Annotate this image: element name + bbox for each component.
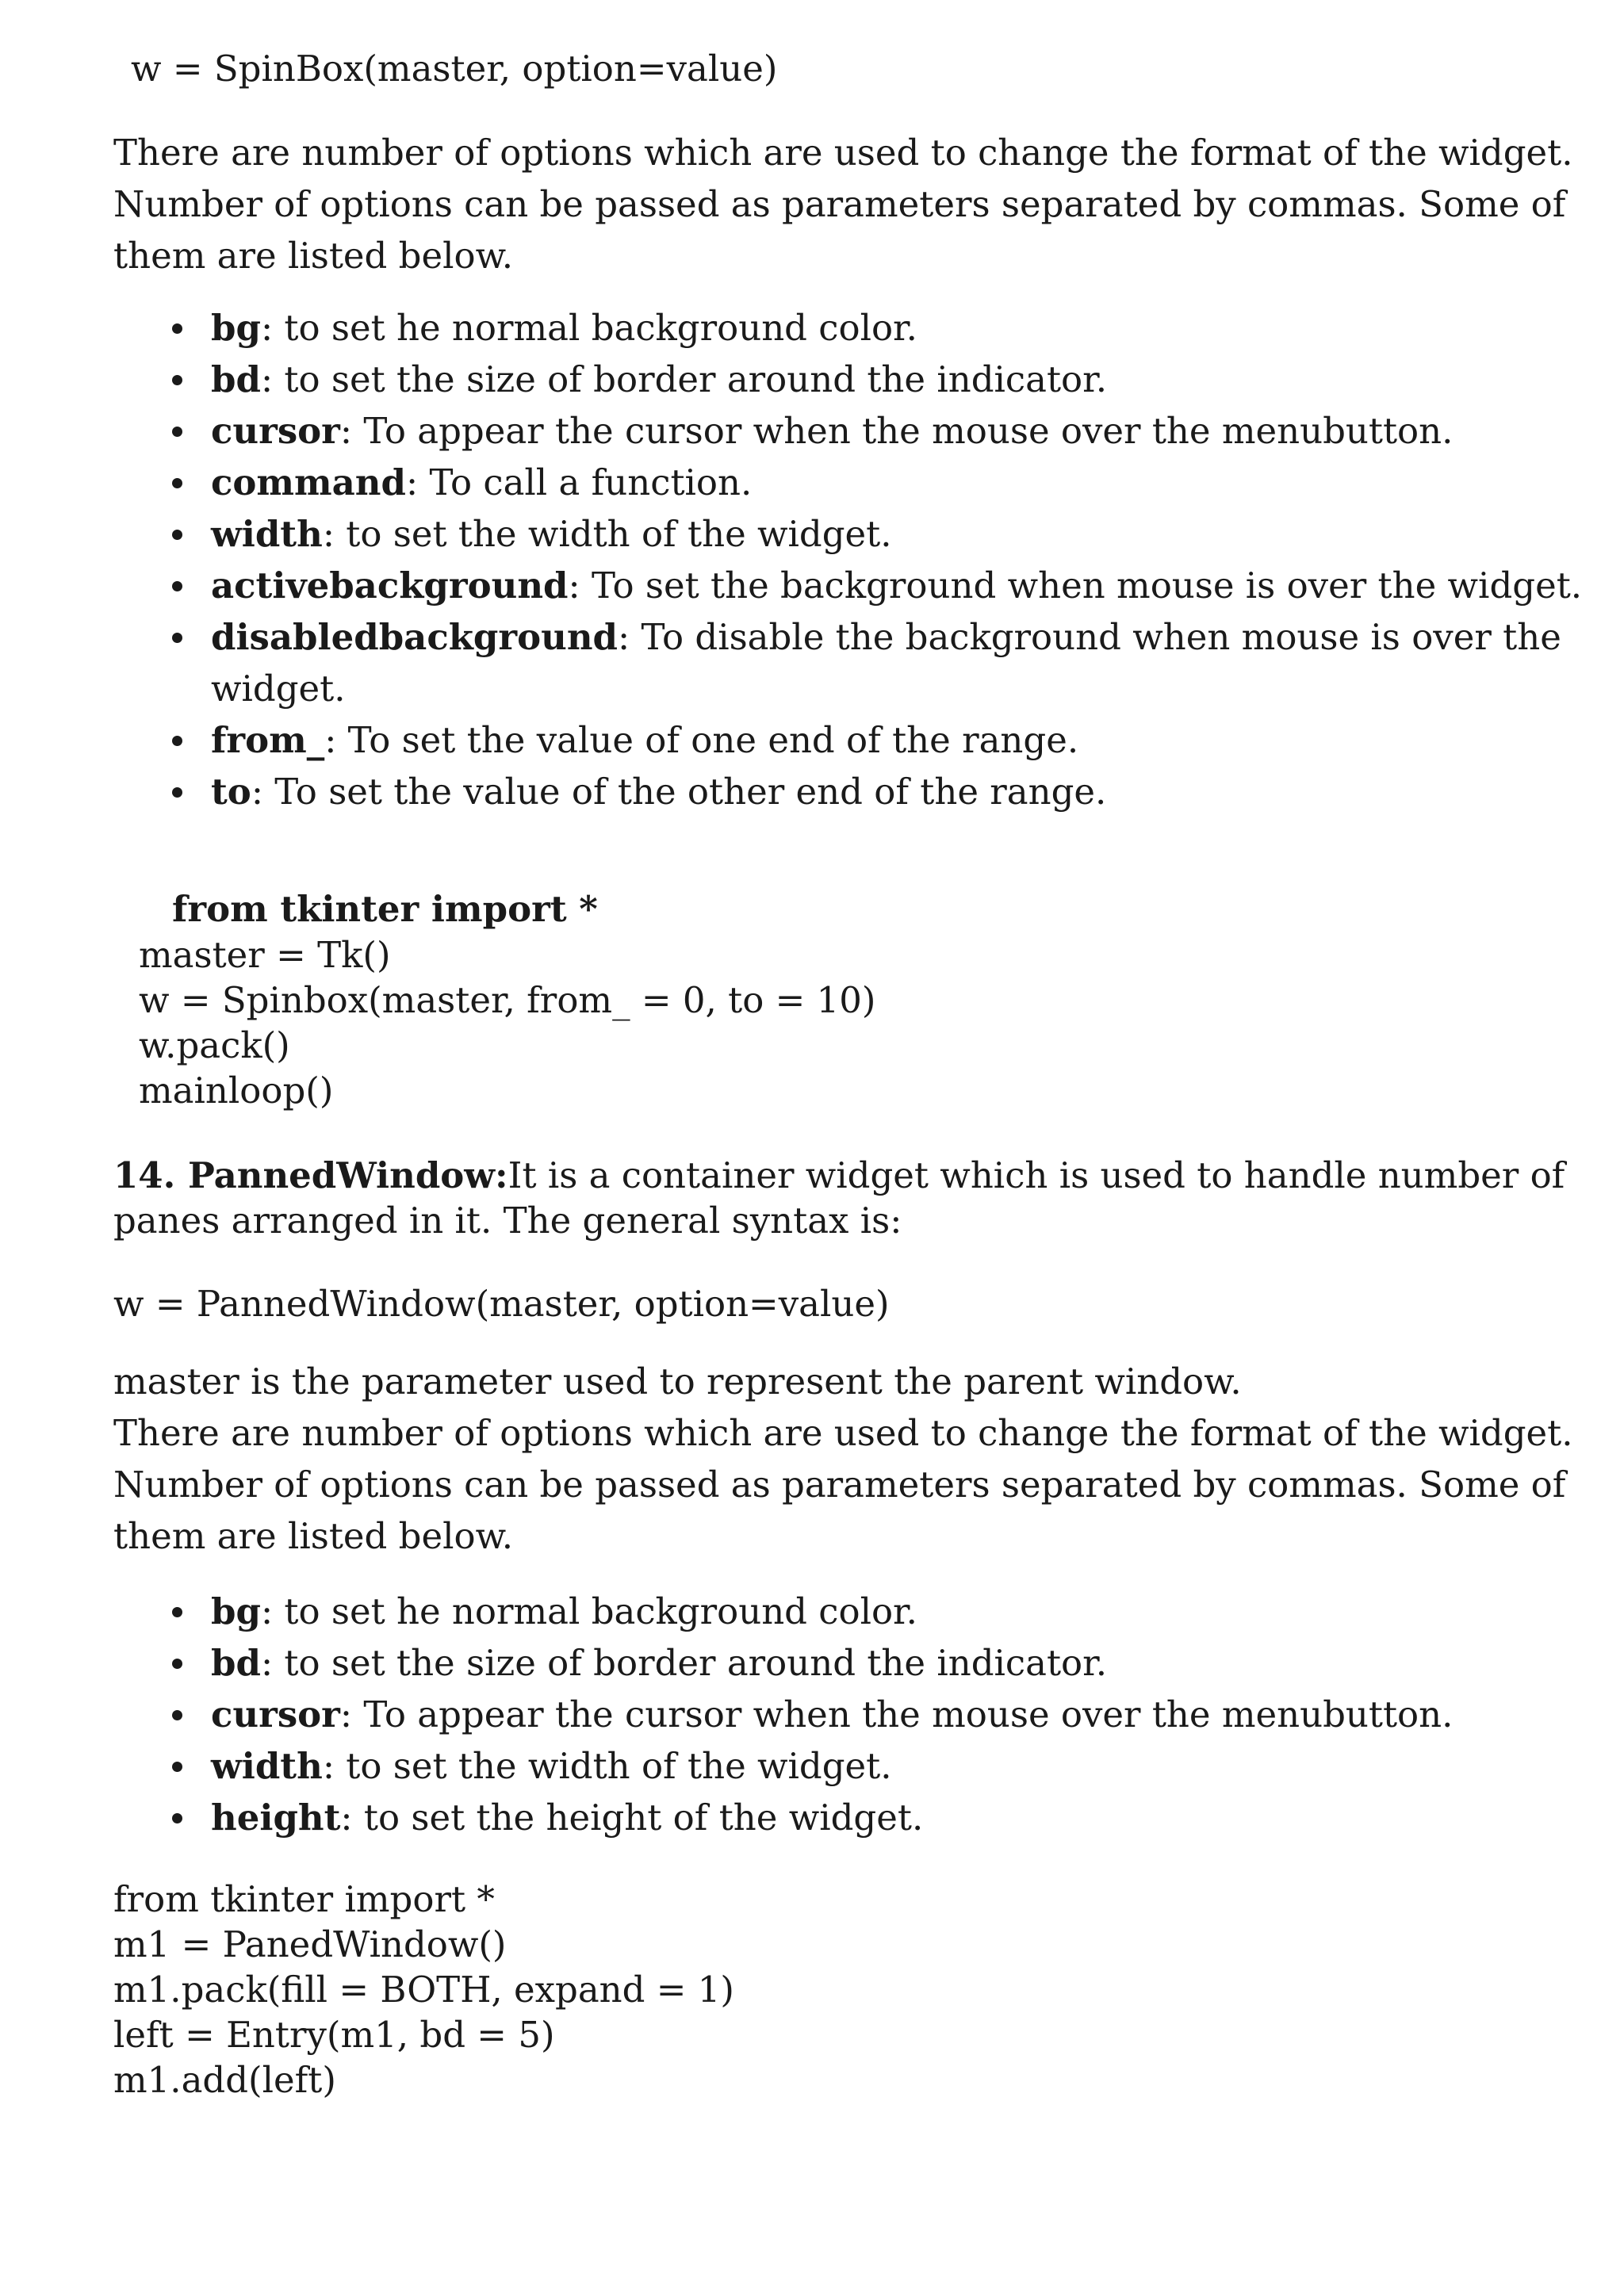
code-line: w.pack(): [139, 1024, 290, 1066]
spinbox-syntax: w = SpinBox(master, option=value): [131, 48, 778, 90]
option-term: disabledbackground: [211, 616, 618, 658]
list-item: [211, 405, 1582, 457]
code-line: from tkinter import *: [113, 1878, 495, 1920]
paragraph-line: There are number of options which are used to change the format of the widget.: [113, 132, 1573, 174]
list-item: [211, 1586, 1453, 1637]
option-term: bd: [211, 1642, 261, 1684]
option-desc: : To appear the cursor when the mouse over the menubutton.: [339, 1693, 1454, 1735]
option-term: to: [211, 771, 251, 813]
option-term: width: [211, 1745, 323, 1787]
code-line: m1 = PanedWindow(): [113, 1923, 507, 1965]
option-desc: : To set the background when mouse is over the widget.: [568, 564, 1583, 607]
bullet-icon: [172, 1813, 182, 1823]
code-line: w = Spinbox(master, from_ = 0, to = 10): [139, 979, 876, 1021]
option-desc: : to set the width of the widget.: [322, 1745, 892, 1787]
option-term: command: [211, 461, 406, 503]
section-text: It is a container widget which is used to handle number of: [508, 1154, 1565, 1196]
list-item: [211, 611, 1582, 714]
bullet-icon: [172, 323, 182, 334]
option-desc-continuation: widget.: [211, 668, 346, 710]
code-line: left = Entry(m1, bd = 5): [113, 2014, 555, 2056]
option-desc: : to set the width of the widget.: [322, 513, 892, 555]
code-line: m1.add(left): [113, 2059, 336, 2101]
list-item: [211, 302, 1582, 354]
bullet-icon: [172, 1607, 182, 1617]
option-term: bg: [211, 1590, 261, 1632]
bullet-icon: [172, 581, 182, 591]
code-line: master = Tk(): [139, 934, 391, 976]
panned-syntax: w = PannedWindow(master, option=value): [113, 1283, 890, 1325]
bullet-icon: [172, 1762, 182, 1772]
list-item: [211, 714, 1582, 766]
list-item: [211, 508, 1582, 560]
list-item: [211, 1637, 1453, 1689]
option-desc: : To set the value of one end of the range.: [324, 719, 1079, 761]
bullet-icon: [172, 736, 182, 746]
list-item: [211, 560, 1582, 611]
section-title: 14. PannedWindow:: [113, 1154, 508, 1196]
list-item: [211, 766, 1582, 817]
panned-intro-paragraph: [113, 1356, 1572, 1562]
list-item: [211, 1740, 1453, 1792]
paragraph-line: Number of options can be passed as parameters separated by commas. Some of: [113, 183, 1566, 225]
bullet-icon: [172, 1659, 182, 1669]
bullet-icon: [172, 633, 182, 643]
paragraph-line: Number of options can be passed as parameters separated by commas. Some of: [113, 1464, 1566, 1506]
code-line: mainloop(): [139, 1070, 334, 1112]
paragraph-line: There are number of options which are used to change the format of the widget.: [113, 1412, 1573, 1454]
bullet-icon: [172, 375, 182, 385]
option-desc: : to set he normal background color.: [260, 1590, 917, 1632]
paragraph-line: them are listed below.: [113, 235, 514, 277]
bullet-icon: [172, 427, 182, 437]
paragraph-line: master is the parameter used to represent the parent window.: [113, 1360, 1242, 1402]
list-item: [211, 1689, 1453, 1740]
option-term: width: [211, 513, 323, 555]
panned-heading: [113, 1154, 1565, 1196]
code-line: m1.pack(fill = BOTH, expand = 1): [113, 1969, 734, 2011]
list-item: [211, 354, 1582, 405]
spinbox-intro-paragraph: [113, 127, 1572, 281]
option-term: bd: [211, 358, 261, 400]
option-term: cursor: [211, 1693, 340, 1735]
option-term: activebackground: [211, 564, 569, 607]
option-term: from_: [211, 719, 325, 761]
bullet-icon: [172, 478, 182, 488]
option-term: height: [211, 1797, 341, 1839]
option-desc: : to set the size of border around the indicator.: [260, 358, 1107, 400]
option-desc: : To disable the background when mouse is over the: [618, 616, 1561, 658]
code-import-line: from tkinter import *: [172, 888, 598, 930]
panned-options-list: [211, 1586, 1453, 1843]
list-item: [211, 1792, 1453, 1843]
option-desc: : to set the size of border around the indicator.: [260, 1642, 1107, 1684]
option-desc: : to set he normal background color.: [260, 307, 917, 349]
option-term: cursor: [211, 410, 340, 452]
bullet-icon: [172, 1710, 182, 1720]
option-desc: : To set the value of the other end of the range.: [251, 771, 1107, 813]
spinbox-options-list: [211, 302, 1582, 817]
paragraph-line: them are listed below.: [113, 1515, 514, 1557]
bullet-icon: [172, 530, 182, 540]
option-desc: : To call a function.: [405, 461, 753, 503]
list-item: [211, 457, 1582, 508]
option-desc: : To appear the cursor when the mouse over the menubutton.: [339, 410, 1454, 452]
option-term: bg: [211, 307, 261, 349]
option-desc: : to set the height of the widget.: [340, 1797, 924, 1839]
bullet-icon: [172, 787, 182, 798]
panned-heading-continuation: panes arranged in it. The general syntax is:: [113, 1200, 902, 1242]
